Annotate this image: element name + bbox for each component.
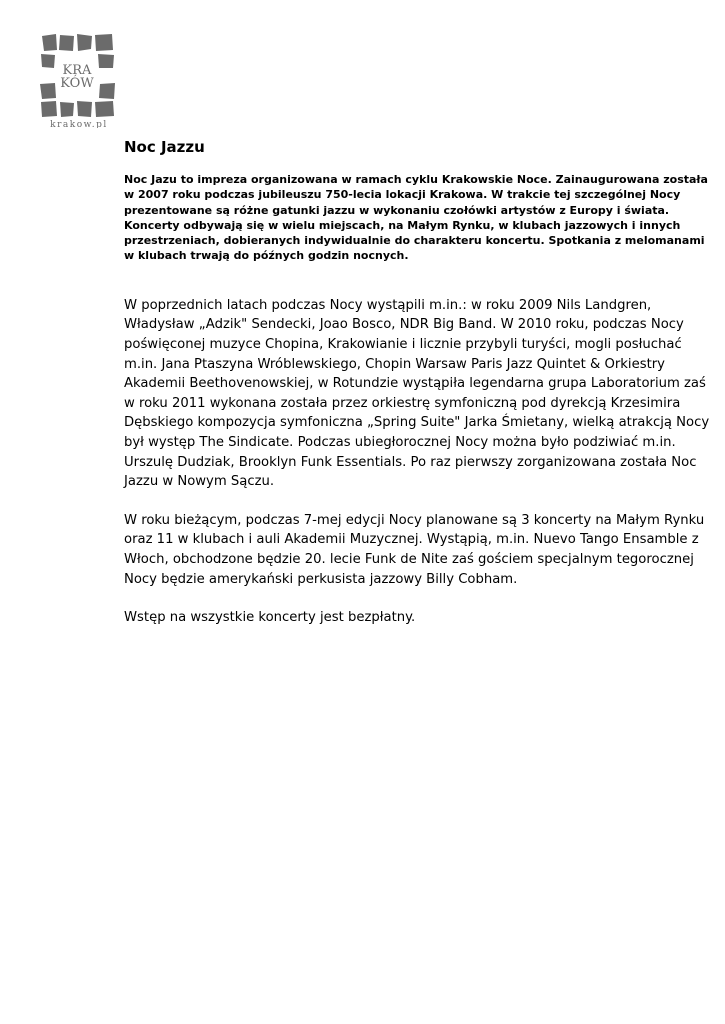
- article-paragraph-current-year: W roku bieżącym, podczas 7-mej edycji Nocy planowane są 3 koncerty na Małym Rynku oraz 11 w klubach i auli Akademii Muzycznej. Wystąpią, m.in. Nuevo Tango Ensamble z Włoch, obchodzone będzie 20. lecie Funk de Nite zaś gościem specjalnym tegorocznej Nocy będzie amerykański perkusista jazzowy Billy Cobham.: [124, 512, 705, 587]
- logo-text-line1: KRA: [62, 63, 92, 78]
- logo-text-line2: KÓW: [60, 76, 94, 91]
- logo-url: krakow.pl: [50, 120, 108, 128]
- article-paragraph-admission: Wstęp na wszystkie koncerty jest bezpłatny.: [124, 610, 416, 626]
- article-paragraph-history: W poprzednich latach podczas Nocy wystąpili m.in.: w roku 2009 Nils Landgren, Władysław „Adzik" Sendecki, Joao Bosco, NDR Big Band. W 2010 roku, podczas Nocy poświęconej muzyce Chopina, Krakowianie i licznie przybyli turyści, mogli posłuchać m.in. Jana Ptaszyna Wróblewskiego, Chopin Warsaw Paris Jazz Quintet & Orkiestry Akademii Beethovenowskiej, w Rotundzie wystąpiła legendarna grupa Laboratorium zaś w roku 2011 wykonana została przez orkiestrę symfoniczną pod dyrekcją Krzesimira Dębskiego kompozycja symfoniczna „Spring Suite" Jarka Śmietany, wielką atrakcją Nocy był występ The Sindicate. Podczas ubiegłorocznej Nocy można było podziwiać m.in. Urszulę Dudziak, Brooklyn Funk Essentials. Po raz pierwszy zorganizowana została Noc Jazzu w Nowym Sączu.: [124, 297, 710, 490]
- krakow-logo: [36, 30, 122, 128]
- article-lead: Noc Jazu to impreza organizowana w ramach cyklu Krakowskie Noce. Zainaugurowana została w 2007 roku podczas jubileuszu 750-lecia lokacji Krakowa. W trakcie tej szczególnej Nocy prezentowane są różne gatunki jazzu w wykonaniu czołówki artystów z Europy i świata. Koncerty odbywają się w wielu miejscach, na Małym Rynku, w klubach jazzowych i innych przestrzeniach, dobieranych indywidualnie do charakteru koncertu. Spotkania z melomanami w klubach trwają do późnych godzin nocnych.: [124, 173, 708, 263]
- krakow-logo-graphic: [36, 30, 122, 128]
- article-title: Noc Jazzu: [124, 138, 205, 156]
- article: [124, 138, 714, 628]
